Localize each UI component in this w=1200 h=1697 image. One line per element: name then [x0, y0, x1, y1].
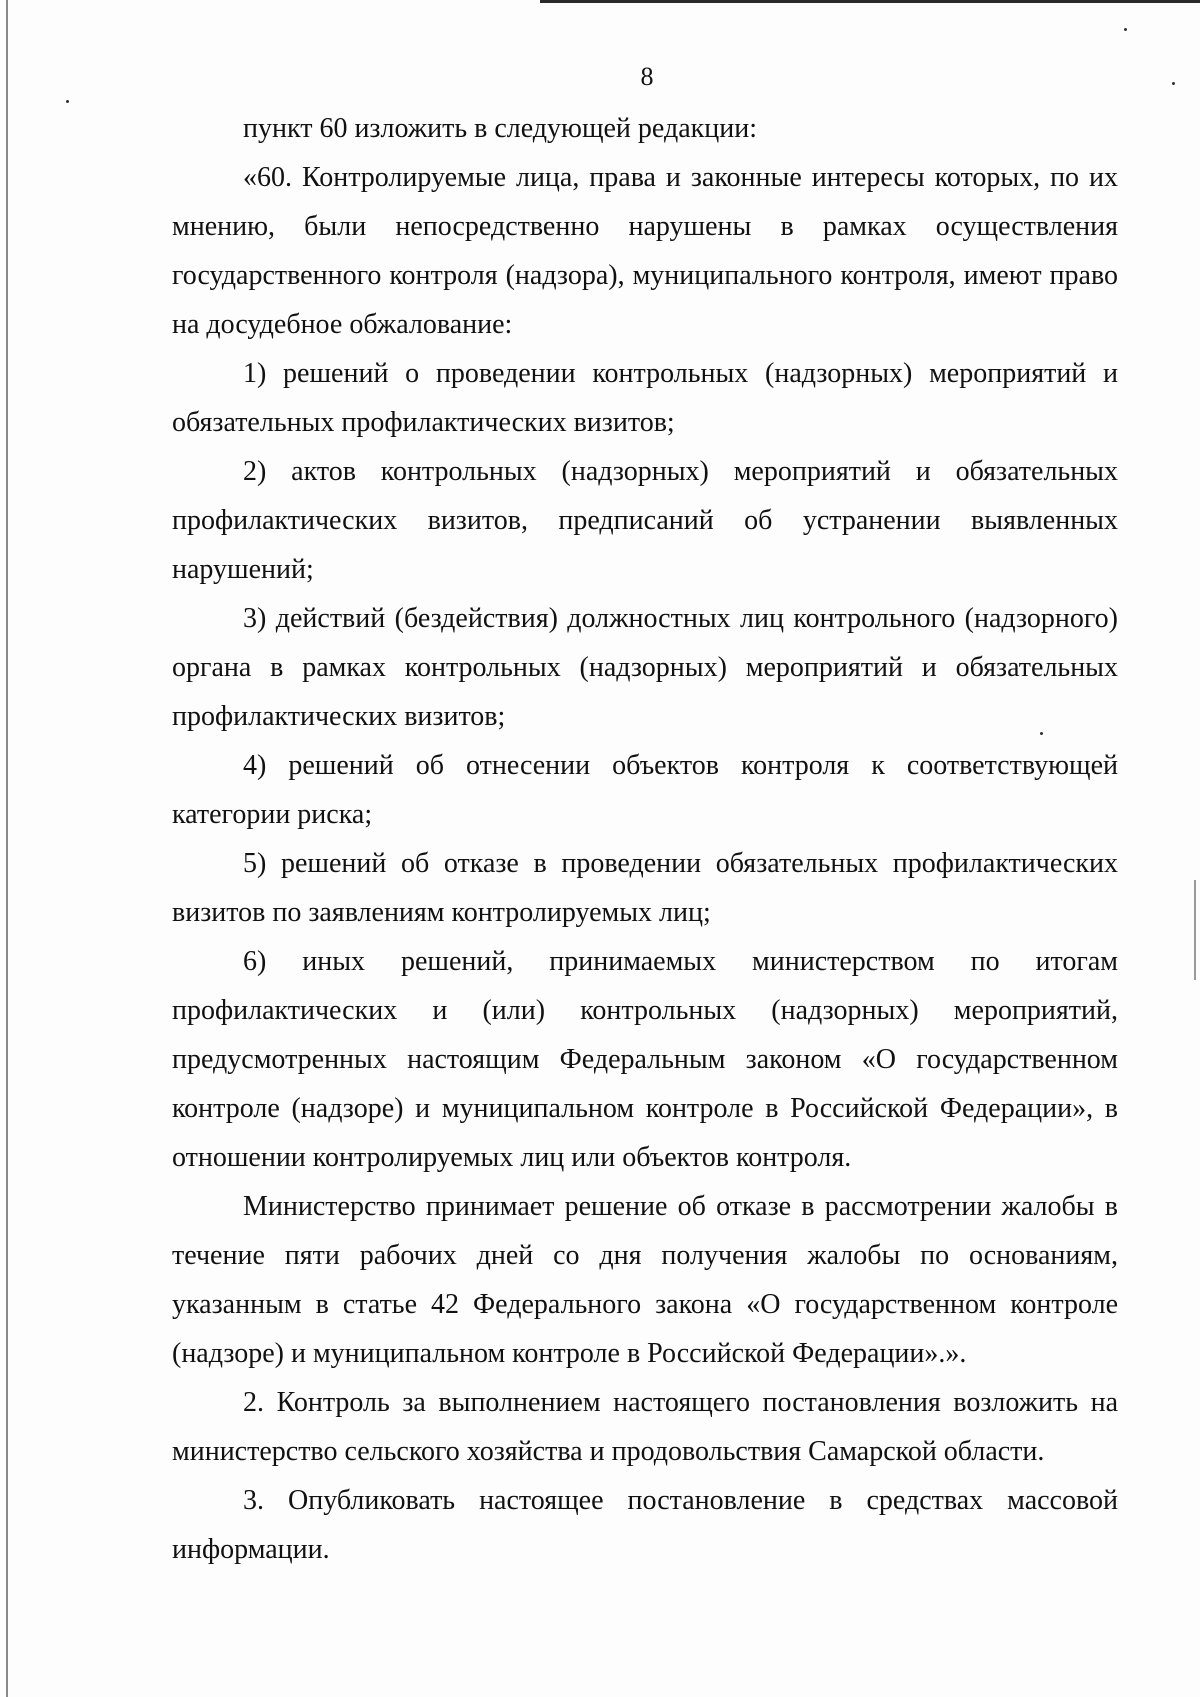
- list-item-3: 3) действий (бездействия) должностных лиц контрольного (надзорного) органа в рамках контрольных (надзорных) мероприятий и обязательных профилактических визитов;: [172, 603, 1118, 732]
- document-body: [172, 104, 1118, 1574]
- paragraph-intro: пункт 60 изложить в следующей редакции:: [243, 113, 757, 144]
- scan-border-left: [6, 0, 8, 1697]
- list-item-4: 4) решений об отнесении объектов контроля к соответствующей категории риска;: [172, 750, 1118, 830]
- paragraph-item-2: 2. Контроль за выполнением настоящего постановления возложить на министерство сельского хозяйства и продовольствия Самарской области.: [172, 1387, 1118, 1467]
- paragraph-refusal: Министерство принимает решение об отказе в рассмотрении жалобы в течение пяти рабочих дней со дня получения жалобы по основаниям, указанным в статье 42 Федерального закона «О государственном контроле (надзоре) и муниципальном контроле в Российской Федерации».».: [172, 1191, 1118, 1369]
- list-item-5: 5) решений об отказе в проведении обязательных профилактических визитов по заявлениям контролируемых лиц;: [172, 848, 1118, 928]
- scan-mark-right: [1194, 880, 1196, 980]
- scan-speck: [1124, 28, 1127, 31]
- list-item-6: 6) иных решений, принимаемых министерством по итогам профилактических и (или) контрольных (надзорных) мероприятий, предусмотренных настоящим Федеральным законом «О государственном контроле (надзоре) и муниципальном контроле в Российской Федерации», в отношении контролируемых лиц или объектов контроля.: [172, 946, 1118, 1173]
- scan-speck: [66, 100, 69, 103]
- page-number: 8: [640, 62, 654, 91]
- list-item-1: 1) решений о проведении контрольных (надзорных) мероприятий и обязательных профилактических визитов;: [172, 358, 1118, 438]
- scan-border-top: [540, 0, 1200, 3]
- list-item-2: 2) актов контрольных (надзорных) мероприятий и обязательных профилактических визитов, предписаний об устранении выявленных нарушений;: [172, 456, 1118, 585]
- paragraph-item-3: 3. Опубликовать настоящее постановление в средствах массовой информации.: [172, 1485, 1118, 1565]
- paragraph-clause-60: «60. Контролируемые лица, права и законные интересы которых, по их мнению, были непосредственно нарушены в рамках осуществления государственного контроля (надзора), муниципального контроля, имеют право на досудебное обжалование:: [172, 162, 1118, 340]
